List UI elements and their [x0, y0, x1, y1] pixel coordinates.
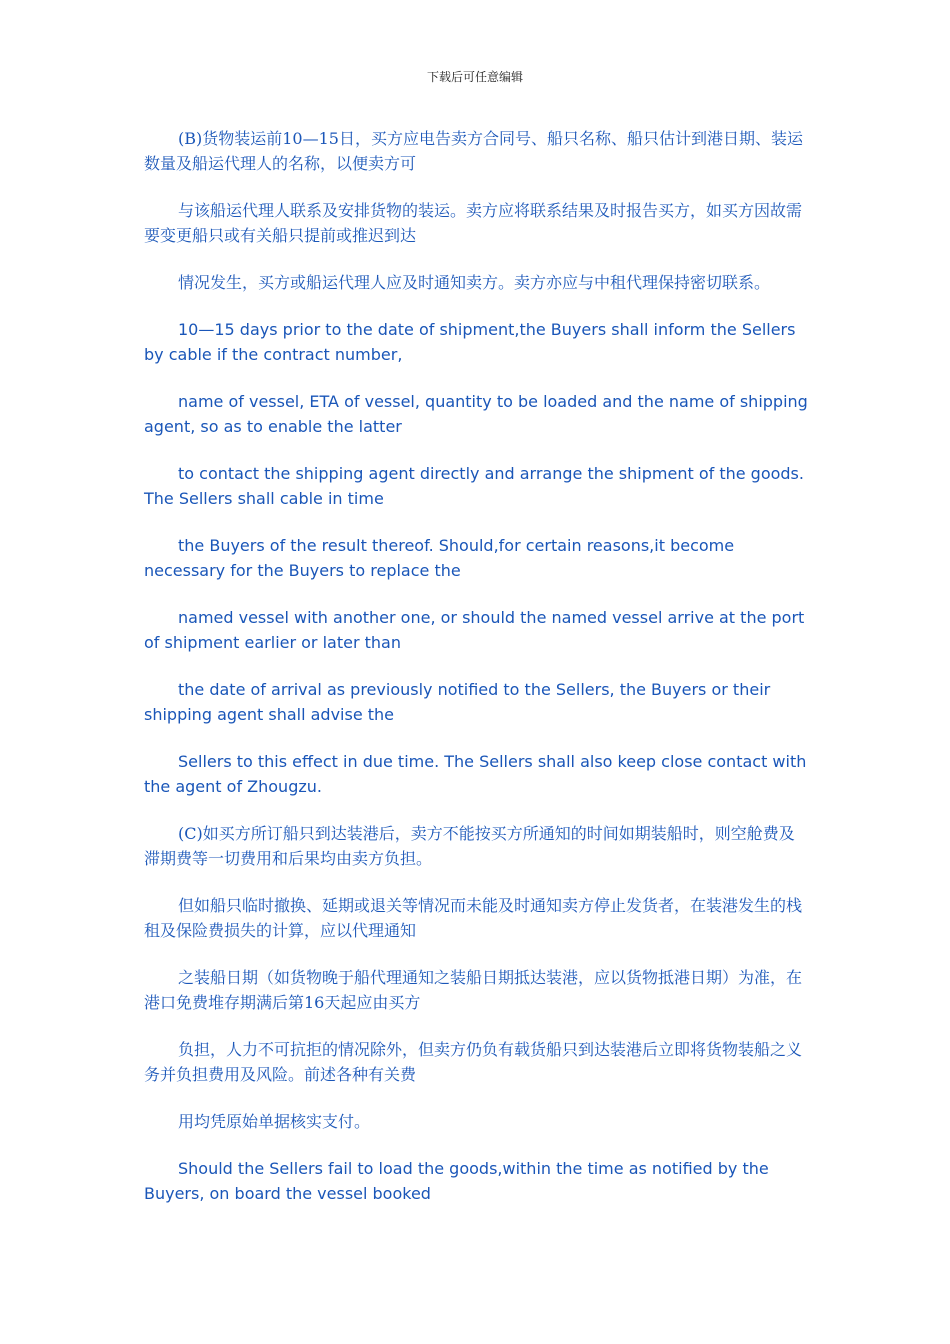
paragraph: named vessel with another one, or should the named vessel arrive at the port of shipment earlier or later than	[144, 608, 805, 652]
paragraph: the Buyers of the result thereof. Should,for certain reasons,it become necessary for the Buyers to replace the	[144, 536, 735, 580]
paragraph: to contact the shipping agent directly and arrange the shipment of the goods. The Sellers shall cable in time	[144, 464, 804, 508]
paragraph: 负担，人力不可抗拒的情况除外，但卖方仍负有载货船只到达装港后立即将货物装船之义务并负担费用及风险。前述各种有关费	[144, 1040, 803, 1084]
paragraph: Should the Sellers fail to load the goods,within the time as notified by the Buyers, on board the vessel booked	[144, 1159, 769, 1203]
paragraph: 但如船只临时撤换、延期或退关等情况而未能及时通知卖方停止发货者，在装港发生的栈租及保险费损失的计算，应以代理通知	[144, 896, 803, 940]
paragraph: 10—15 days prior to the date of shipment,the Buyers shall inform the Sellers by cable if the contract number,	[144, 320, 796, 364]
paragraph: 用均凭原始单据核实支付。	[178, 1112, 371, 1131]
paragraph: (B)货物装运前10—15日，买方应电告卖方合同号、船只名称、船只估计到港日期、装运数量及船运代理人的名称，以便卖方可	[144, 129, 803, 173]
paragraph: the date of arrival as previously notified to the Sellers, the Buyers or their shipping agent shall advise the	[144, 680, 771, 724]
paragraph: 与该船运代理人联系及安排货物的装运。卖方应将联系结果及时报告买方，如买方因故需要变更船只或有关船只提前或推迟到达	[144, 201, 803, 245]
paragraph: 之装船日期（如货物晚于船代理通知之装船日期抵达装港，应以货物抵港日期）为准，在港口免费堆存期满后第16天起应由买方	[144, 968, 803, 1012]
paragraph: name of vessel, ETA of vessel, quantity to be loaded and the name of shipping agent, so as to enable the latter	[144, 392, 808, 436]
paragraph: 情况发生，买方或船运代理人应及时通知卖方。卖方亦应与中租代理保持密切联系。	[178, 273, 771, 292]
page-header: 下载后可任意编辑	[426, 70, 523, 84]
document-body	[144, 126, 808, 1228]
paragraph: Sellers to this effect in due time. The Sellers shall also keep close contact with the agent of Zhougzu.	[144, 752, 807, 796]
paragraph: (C)如买方所订船只到达装港后，卖方不能按买方所通知的时间如期装船时，则空舱费及滞期费等一切费用和后果均由卖方负担。	[144, 824, 795, 868]
